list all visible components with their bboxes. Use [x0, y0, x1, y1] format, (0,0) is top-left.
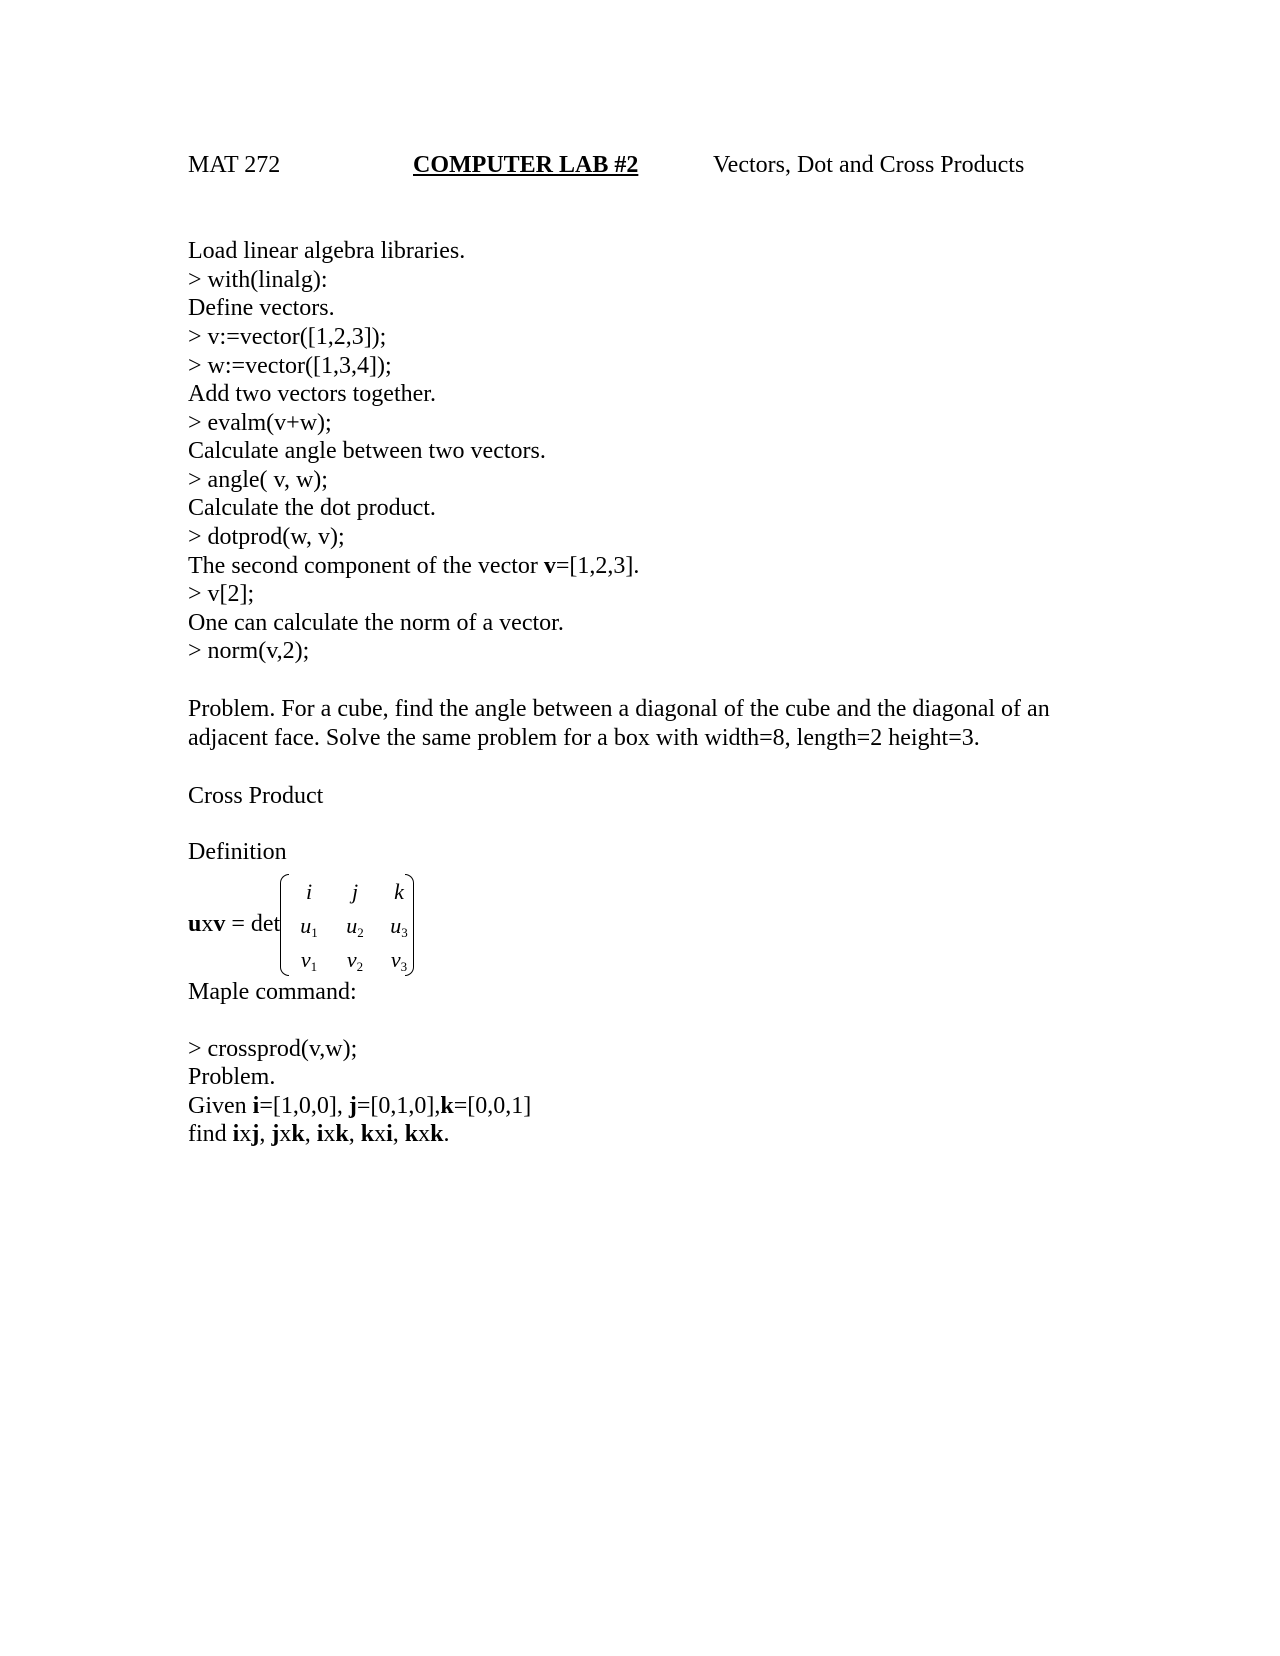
- norm-text: One can calculate the norm of a vector.: [188, 610, 564, 636]
- matrix-cell-v1: $v_1$: [300, 947, 318, 974]
- definition-label: Definition: [188, 839, 287, 865]
- determinant-matrix: [280, 872, 414, 976]
- define-w-command: > w:=vector([1,3,4]);: [188, 353, 392, 379]
- formula-u: u: [188, 911, 202, 937]
- matrix-cell-v3: $v_3$: [390, 947, 408, 974]
- problem2-given: Given i=[1,0,0], j=[0,1,0],k=[0,0,1]: [188, 1093, 532, 1119]
- problem1-line2: adjacent face. Solve the same problem for a box with width=8, length=2 height=3.: [188, 725, 980, 751]
- problem2-label: Problem.: [188, 1064, 276, 1090]
- add-vectors-text: Add two vectors together.: [188, 381, 436, 407]
- formula-v: v: [213, 911, 226, 937]
- second-component-suffix: =[1,2,3].: [555, 553, 640, 579]
- cross-product-formula: [188, 872, 448, 976]
- define-v-command: > v:=vector([1,2,3]);: [188, 324, 387, 350]
- matrix-cell-i: i: [305, 879, 313, 904]
- formula-eq-det: = det: [225, 911, 281, 937]
- add-vectors-command: > evalm(v+w);: [188, 410, 332, 436]
- maple-command-label: Maple command:: [188, 979, 357, 1005]
- angle-text: Calculate angle between two vectors.: [188, 438, 546, 464]
- lab-title: COMPUTER LAB #2: [413, 152, 639, 178]
- define-vectors-text: Define vectors.: [188, 295, 335, 321]
- load-libraries-text: Load linear algebra libraries.: [188, 238, 466, 264]
- matrix-cell-u2: $u_2$: [346, 913, 364, 940]
- matrix-cell-u1: $u_1$: [300, 913, 318, 940]
- course-code: MAT 272: [188, 152, 281, 178]
- dot-product-text: Calculate the dot product.: [188, 495, 436, 521]
- matrix-cell-j: j: [351, 879, 359, 904]
- load-libraries-command: > with(linalg):: [188, 267, 328, 293]
- matrix-cell-k: k: [394, 879, 404, 904]
- dot-product-command: > dotprod(w, v);: [188, 524, 345, 550]
- formula-lhs: [188, 910, 280, 938]
- angle-command: > angle( v, w);: [188, 467, 328, 493]
- vector-v-bold: v: [543, 553, 556, 579]
- lab-topic: Vectors, Dot and Cross Products: [713, 152, 1025, 178]
- cross-product-heading: Cross Product: [188, 783, 324, 809]
- formula-x: x: [201, 911, 214, 937]
- second-component-text: [188, 552, 639, 581]
- norm-command: > norm(v,2);: [188, 638, 310, 664]
- problem1-line1: Problem. For a cube, find the angle between a diagonal of the cube and the diagonal of an: [188, 696, 1050, 722]
- matrix-left-paren: [280, 874, 289, 976]
- second-component-prefix: The second component of the vector: [188, 553, 544, 579]
- matrix-cell-v2: $v_2$: [346, 947, 364, 974]
- crossprod-command: > crossprod(v,w);: [188, 1036, 358, 1062]
- second-component-command: > v[2];: [188, 581, 255, 607]
- matrix-cell-u3: $u_3$: [390, 913, 408, 940]
- problem2-find: find ixj, jxk, ixk, kxi, kxk.: [188, 1121, 450, 1147]
